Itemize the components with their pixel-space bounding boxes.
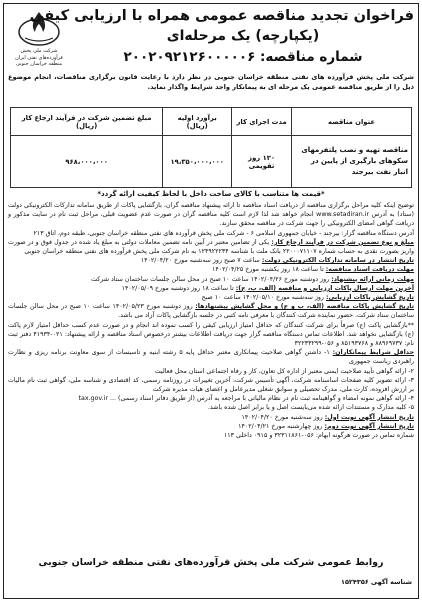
body-label: تاریخ انتشار آگهی نوبت اول: [324,413,414,421]
table-cell: ۹۶۸،۰۰۰،۰۰۰ [11,136,163,188]
body-paragraph [8,413,414,422]
body-paragraph [8,238,414,256]
body-paragraph: ۳- ارائه تصویر کلیه صفحات اساسنامه شرکت، آگهی تأسیس شرکت، آخرین تغییرات در روزنامه رسمی، کد اقتصادی و شناسه ملی، گواهی ثبت نام مالیات بر ارزش افزوده، کارت ملی، مدرک تحصیلی و سوابق شغلی مدیرعامل و اعضای هیات مدیره شرکت [8,376,414,394]
body-text: تا ساعت ۱۸ روز یکشنبه مورخ ۱۴۰۲/۰۴/۲۵ [211,266,324,274]
body-paragraph [8,302,414,320]
body-paragraph [8,284,414,293]
body-paragraph: آدرس دستگاه مناقصه گزار: بیرجند - خیابان جمهوری اسلامی ۶ - شرکت ملی پخش فرآورده های نفتی منطقه خراسان جنوبی، طبقه دوم، اتاق ۲۱۳ [33,229,414,237]
body-paragraph: توضیح اینکه کلیه مراحل برگزاری مناقصه از دریافت اسناد مناقصه تا ارائه پیشنهاد مناقصه گران، بازگشایی پاکات از طریق سامانه تدارکات الکترونیکی دولت (ستاد) به آدرس www.setadiran.ir انجام خواهد شد لذا لازم است کلیه مناقصه گران در صورت عدم عضویت قبلی، مراحل ثبت نام در سایت مذکور و دریافت گواهی امضای الکترونیکی را جهت شرکت در مناقصه محقق سازند. [8,202,414,228]
body-text: روز دوشنبه مورخ ۱۴۰۲/۰۵/۲۳ ساعت ۱۰ صبح در محل سالن جلسات ساختمان ستاد شرکت. حضور نماینده شرکت کنندگان با معرفی نامه کتبی در جلسه بازگشایی پاکات آزاد می باشد. [8,303,414,320]
body-label: آخرین مهلت ارسال پاکات ارزیابی و مناقصه (الف، ب، ج): [235,284,414,292]
body-paragraph: **بازگشایی پاکت (ج) صرفاً برای شرکت کنندگان که حداقل امتیاز ارزیابی کیفی را کسب نموده اند انجام و در صورت عدم کسب حداقل امتیاز لازم پاکت (ج) بازگشایی نخواهد شد. اطلاعات تماس دستگاه مناقصه گزار جهت دریافت اطلاعات بیشتر درخصوص اسناد مناقصه و ارائه پیشنهاد: ۰۲۱-۴۱۹۳۴ دفتر ثبت نام: ۸۸۹۶۹۷۳۷ و ۸۵۱۹۳۷۶۸ و ۰۵۶-۳۲۲۳۳۲۹۹ [8,321,414,348]
body-label: تاریخ گشایش پاکات ارزیابی: [325,294,414,302]
body-text: یکی از تضامین معتبر در آیین نامه تضمین معاملات دولتی به مبلغ یاد شده در جدول فوق و در صورت واریز بصورت نقدی به حساب شماره ۲۲۰۰۰۷۱۱۰۷ بانک ملت با شناسه ۱۲۴۹۲۲۲۳۴ به نام شرکت ملی پخش فرآورده های نفتی منطقه خراسان جنوبی [8,238,414,256]
body-text: روز چهارشنبه مورخ ۱۴۰۲/۰۴/۲۱ [238,422,323,430]
body-label: مهلت دریافت اسناد مناقصه: [325,266,414,274]
ad-title-line2: (یکپارچه) یک مرحله‌ای [166,28,320,44]
body-label: تاریخ انتشار در سامانه تدارکات الکترونیکی دولت: [261,257,414,265]
body-paragraph [8,265,414,274]
body-paragraph [8,348,414,366]
ad-title-line1: فراخوان تجدید مناقصه عمومی همراه با ارزیابی کیفی [29,8,414,24]
body-paragraph: شماره تماس در صورت هرگونه ابهام: ۰۵۶-۳۲۳۱۱۸۶۱ و ۰۹۱۵ داخلی ۱۱۳ [223,432,414,440]
body-paragraph: ۵- کلیه مدارک و مستندات ارائه شده می‌بایست اصل و یا برابر اصل شده باشد. [207,404,414,412]
table-cell: مناقصه تهیه و نصب پلتفرمهای سکوهای بارگیری از پایین در انبار نفت بیرجند [292,136,412,188]
body-text: روز سه‌شنبه مورخ ۱۴۰۲/۰۴/۲۰ [241,413,323,421]
ad-id: شناسه آگهی ۱۵۲۴۳۵۶ [340,578,412,586]
body-paragraph [8,256,414,265]
body-paragraph [8,422,414,431]
body-label: مهلت زمانی ارائه پیشنهاد: [331,275,414,283]
intro-paragraph: شرکت ملی پخش فرآورده های نفتی منطقه خراسان جنوبی در نظر دارد با رعایت قانون برگزاری مناقصات، انجام موضوع ذیل را از طریق مناقصه عمومی یک مرحله ای به پیمانکار واجد شرایط واگذار نماید. [8,73,414,91]
body-text: ساعت ۷ صبح روز سه‌شنبه مورخ ۱۴۰۲/۰۴/۲۰ [140,257,260,265]
tender-number: شماره مناقصه: ۲۰۰۲۰۹۲۱۲۶۰۰۰۰۰۶ [123,49,363,65]
body-paragraph [8,275,414,284]
body-text: روز سه‌شنبه مورخ ۱۴۰۲/۰۵/۱۰ ساعت ۱۰ صبح [201,294,324,302]
table-header: مدت اجرای کار [232,108,292,136]
body-label: حداقل شرایط پیمانکاران: [332,349,414,357]
ad-body [8,201,414,440]
table-row [11,136,412,188]
body-label: مبلغ و نوع تضمین شرکت در فرآیند ارجاع کار: [271,238,414,246]
public-relations-footer: روابط عمومی شرکت ملی پخش فرآورده‌های نفتی منطقه خراسان جنوبی [38,557,384,568]
table-cell: ۱۹،۳۵۰،۰۰۰،۰۰۰ [163,136,232,188]
table-header: عنوان مناقصه [292,108,412,136]
table-header-row [11,108,412,136]
body-label: تاریخ گشایش پاکات مناقصه (الف، ب و ج) و محل گشایش پیشنهادها: [195,303,414,311]
body-text: ۱- داشتن گواهی صلاحیت پیمانکاری معتبر حداقل پایه ۵ رشته ابنیه و تاسیسات از سوی معاونت برنامه ریزی و نظارت راهبردی ریاست جمهوری [8,349,414,366]
body-text: روز دوشنبه مورخ ۱۴۰۲/۰۴/۲۶ ساعت ۱۰ صبح در محل سالن جلسات ساختمان ستاد شرکت [91,275,330,283]
logo-caption: شرکت ملی پخش فرآورده‌های نفتی ایران منطقه خراسان جنوبی [15,48,63,67]
table-header: مبلغ تضمین شرکت در فرآیند ارجاع کار (ریال) [11,108,163,136]
quality-note: *قیمت ها متناسب با کالای ساخت داخل با لحاظ کیفیت ارائه گردد* [97,190,325,198]
tender-table [10,107,412,188]
body-paragraph [8,293,414,302]
body-paragraph: ۲- ارائه گواهی تأیید صلاحیت ایمنی معتبر از اداره کل تعاون، کار و رفاه اجتماعی استان محل فعالیت [154,367,414,375]
body-text: تا ساعت ۱۸ روز دوشنبه مورخ ۱۴۰۲/۰۵/۰۹ [121,284,234,292]
body-label: تاریخ انتشار آگهی نوبت دوم: [324,422,414,430]
body-paragraph: ۴- ارائه گواهی نمونه امضاء و گواهینامه ثبت نام در نظام مالیاتی با مراجعه به آدرس (از طریق دفاتر اسناد رسمی) ... tax.gov.ir [78,395,414,403]
table-cell: ۱۲۰ روز تقویمی [232,136,292,188]
table-header: برآورد اولیه (ریال) [163,108,232,136]
